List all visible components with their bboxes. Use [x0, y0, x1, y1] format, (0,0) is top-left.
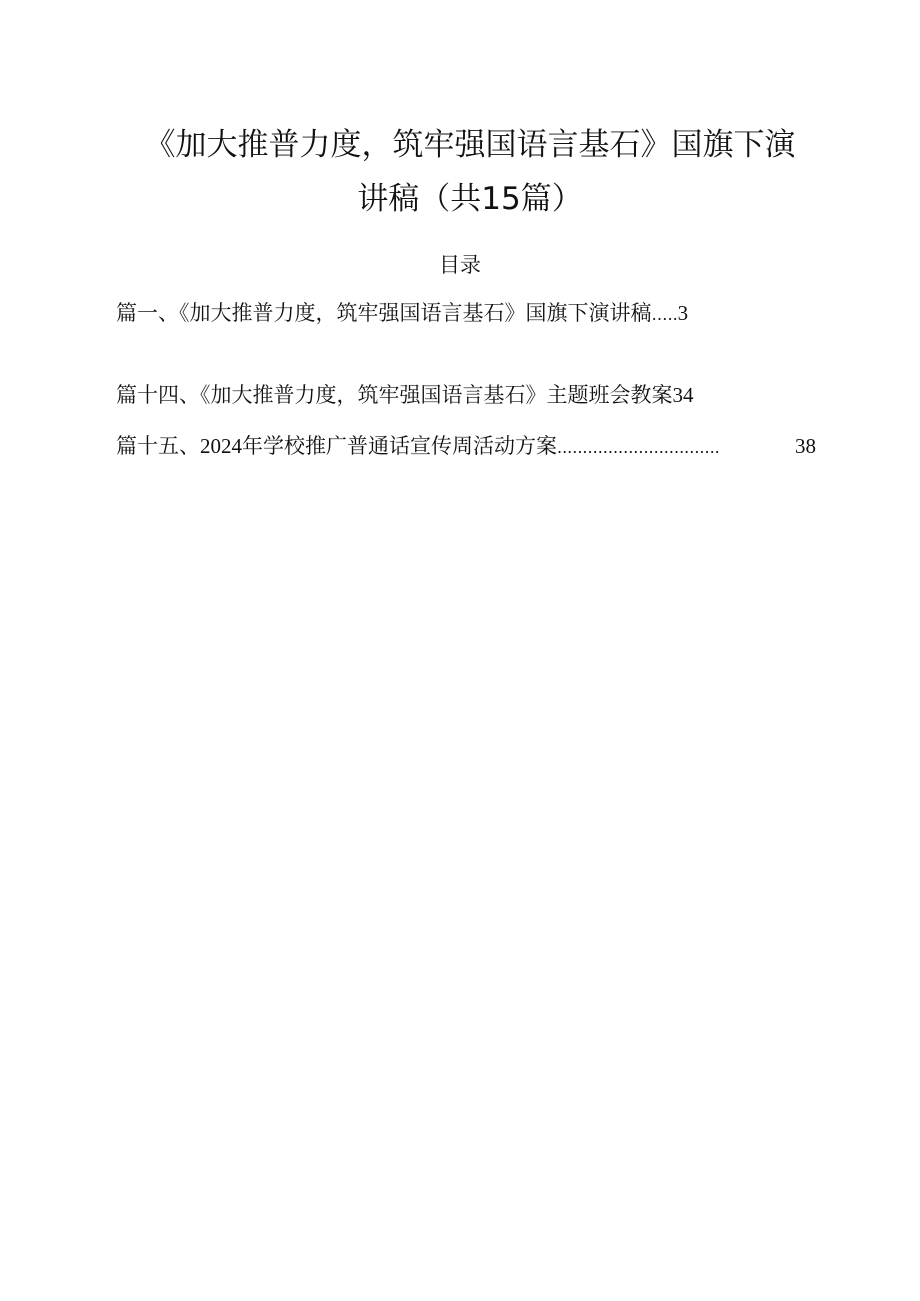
- toc-entry-15[interactable]: [116, 431, 816, 463]
- toc-entry-label: 篇一、《加大推普力度，筑牢强国语言基石》国旗下演讲稿: [116, 301, 652, 325]
- toc-leader-dots: …..: [651, 305, 678, 324]
- toc-entry-prefix: 篇十五、: [116, 434, 200, 458]
- toc-page-number: 34: [672, 383, 694, 407]
- toc-entry-year: 2024: [200, 434, 242, 458]
- document-title: [120, 118, 820, 226]
- toc-entry-label: 篇十四、《加大推普力度，筑牢强国语言基石》主题班会教案: [116, 383, 673, 407]
- toc-heading: 目录: [439, 253, 481, 277]
- toc-entry-1[interactable]: [116, 298, 816, 330]
- toc-entry-label: [116, 431, 557, 461]
- title-line-1: 《加大推普力度，筑牢强国语言基石》国旗下演: [144, 127, 796, 163]
- toc-leader-dots: ................................: [557, 438, 720, 457]
- toc-entry-suffix: 年学校推广普通话宣传周活动方案: [242, 434, 557, 458]
- toc-page-number: 38: [795, 434, 816, 458]
- title-line-2: 讲稿（共15篇）: [357, 181, 583, 217]
- toc-entry-14[interactable]: [116, 380, 816, 410]
- toc-page-number: 3: [677, 301, 689, 325]
